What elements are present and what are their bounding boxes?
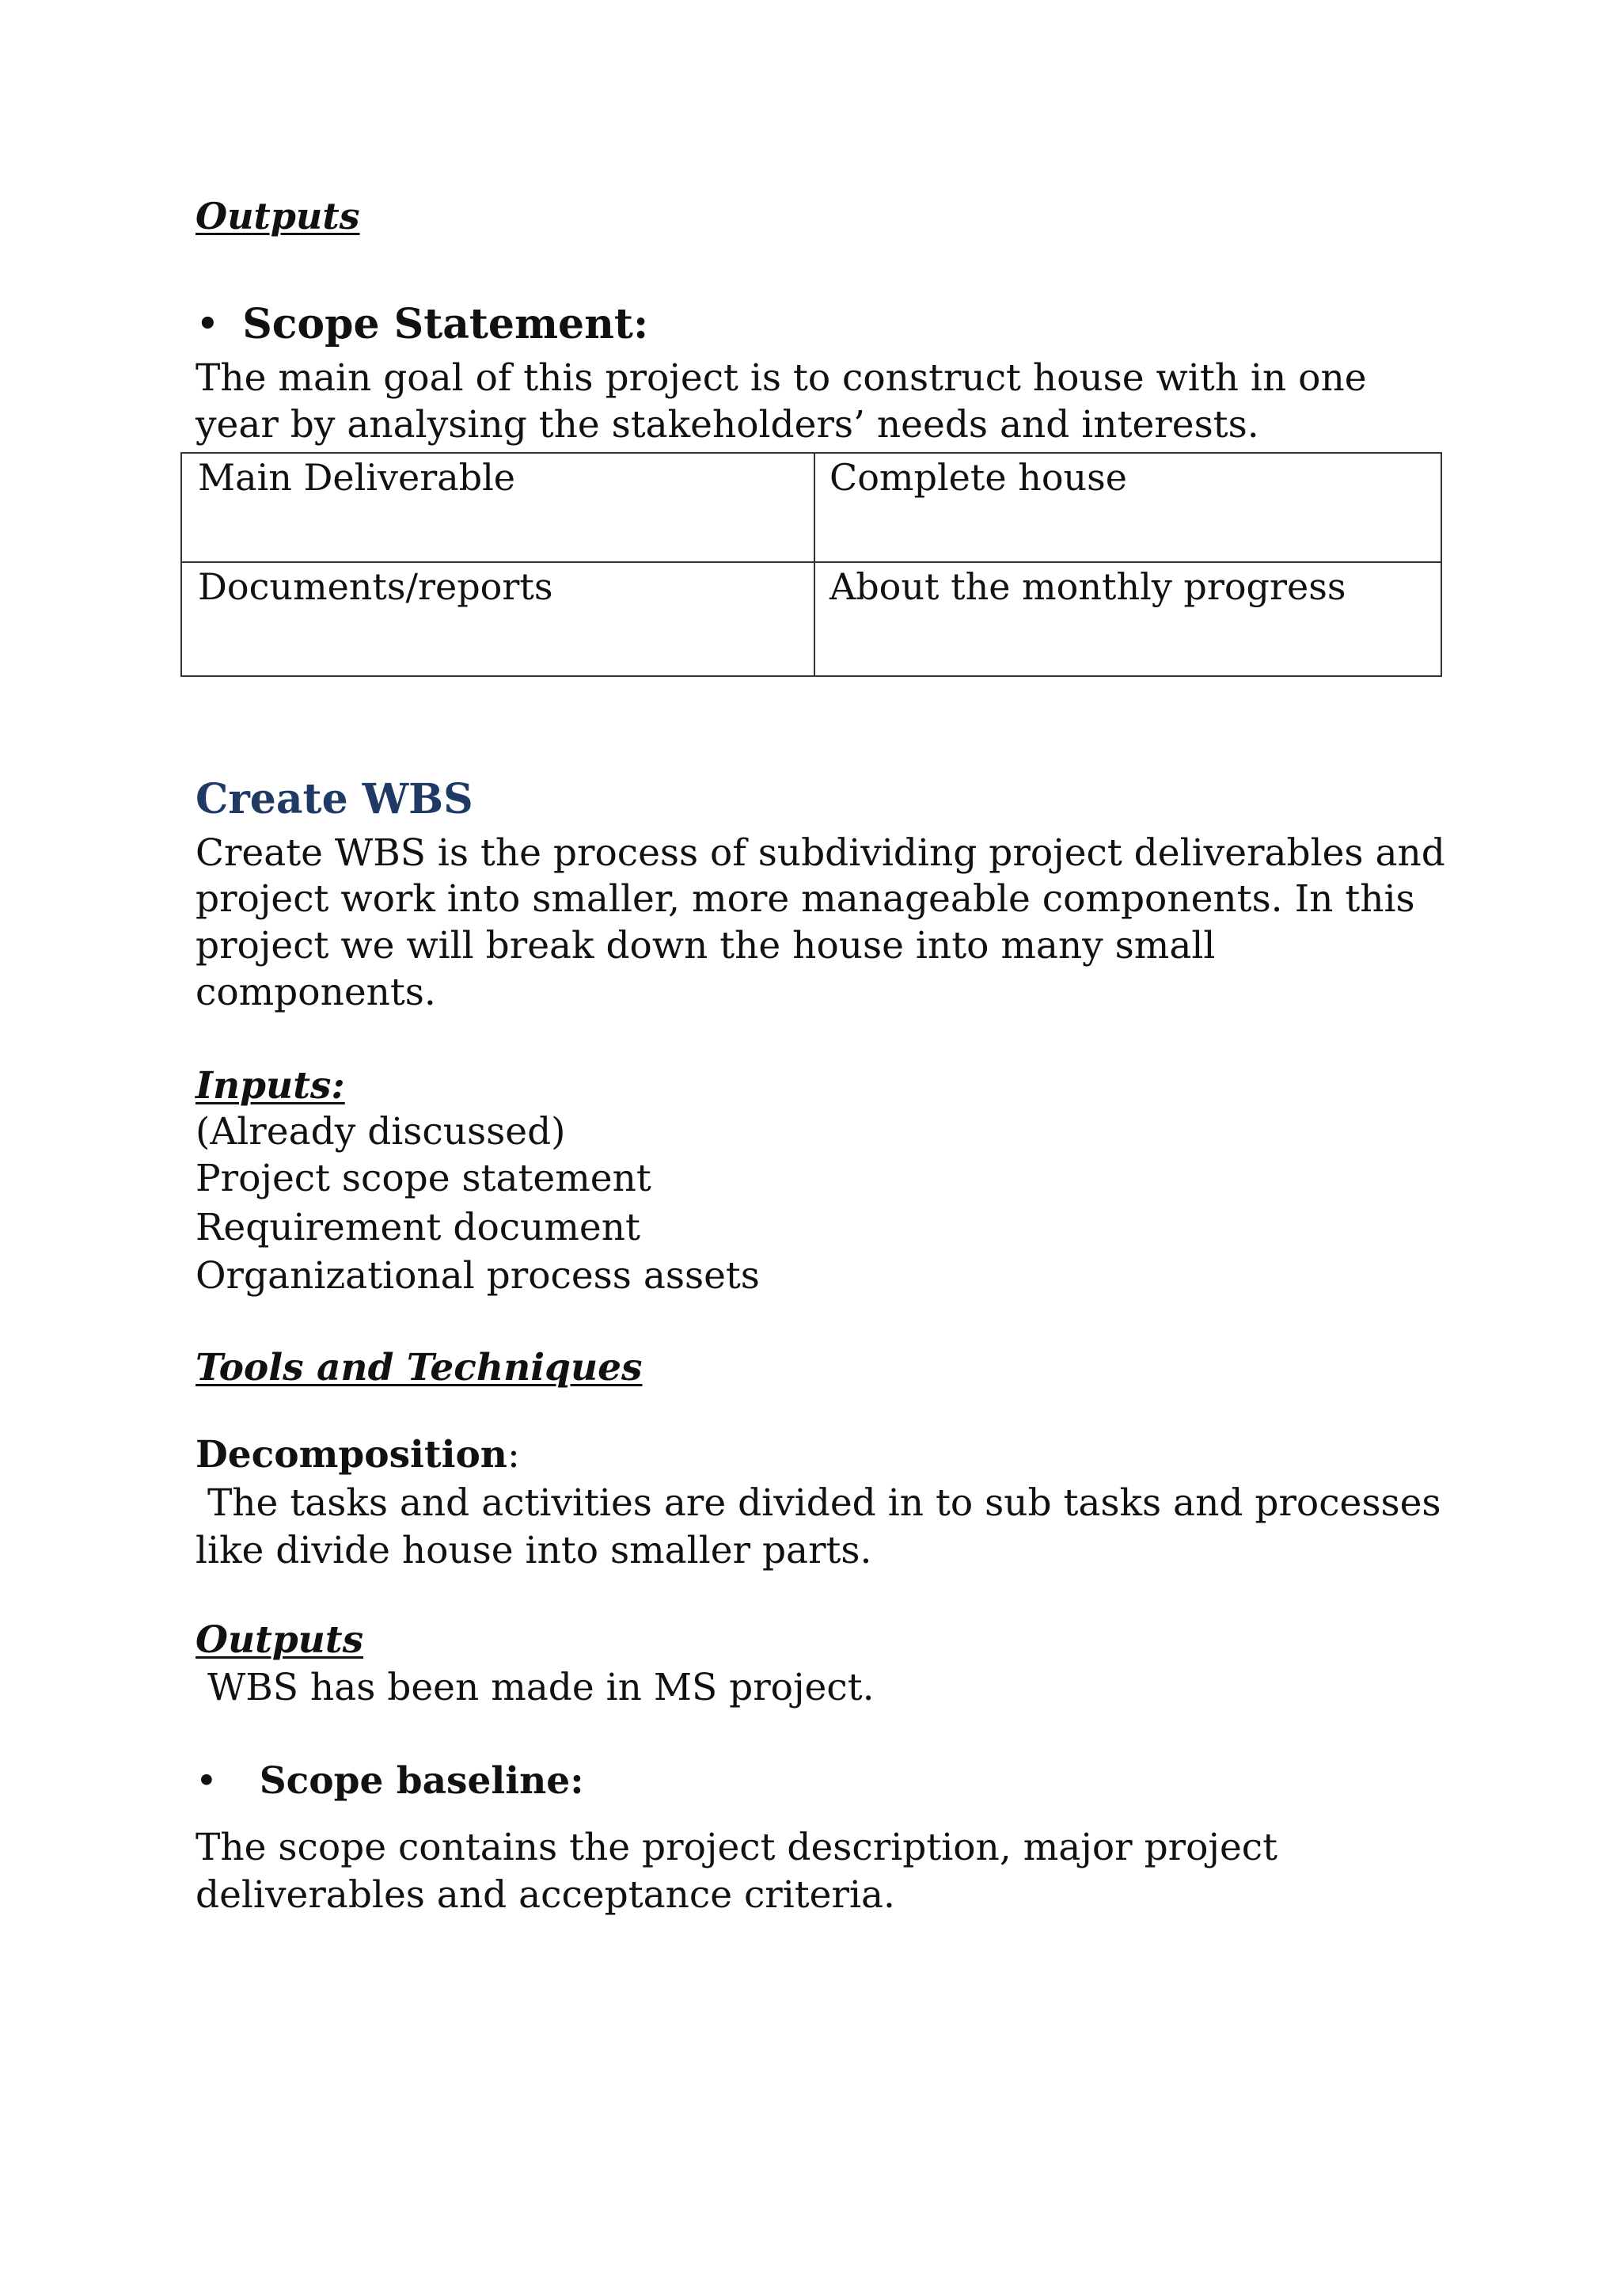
scope-statement-line-1: The main goal of this project is to construct house with in one [196, 356, 1367, 400]
inputs-item: Requirement document [196, 1206, 640, 1249]
table-row [181, 453, 1441, 562]
scope-baseline-line-2: deliverables and acceptance criteria. [196, 1873, 895, 1917]
inputs-heading: Inputs: [196, 1064, 345, 1108]
scope-statement-heading [196, 299, 648, 350]
scope-baseline-heading [196, 1758, 584, 1804]
table-cell-label: Main Deliverable [181, 453, 814, 562]
scope-statement-title: Scope Statement: [242, 300, 649, 348]
decomposition-line-2: like divide house into smaller parts. [196, 1529, 872, 1572]
scope-baseline-line-1: The scope contains the project description, major project [196, 1826, 1278, 1869]
decomposition-heading [196, 1431, 520, 1478]
outputs-line: WBS has been made in MS project. [196, 1666, 875, 1709]
outputs-heading: Outputs [196, 195, 360, 238]
table-cell-label: Documents/reports [181, 562, 814, 676]
scope-statement-line-2: year by analysing the stakeholders’ needs and interests. [196, 403, 1259, 447]
bullet: • [196, 1759, 218, 1803]
table-row [181, 562, 1441, 676]
scope-baseline-title: Scope baseline: [259, 1759, 584, 1803]
deliverables-table [180, 452, 1442, 677]
outputs-heading-2: Outputs [196, 1618, 364, 1662]
create-wbs-heading: Create WBS [196, 775, 473, 823]
decomposition-label: Decomposition [196, 1433, 507, 1477]
create-wbs-line-2: project work into smaller, more manageable components. In this [196, 877, 1415, 921]
decomposition-line-1: The tasks and activities are divided in to sub tasks and processes [196, 1481, 1441, 1525]
create-wbs-line-4: components. [196, 971, 436, 1014]
inputs-item: Organizational process assets [196, 1254, 760, 1298]
create-wbs-line-1: Create WBS is the process of subdividing project deliverables and [196, 831, 1445, 875]
inputs-item: (Already discussed) [196, 1110, 566, 1154]
bullet: • [196, 301, 220, 348]
create-wbs-line-3: project we will break down the house into many small [196, 924, 1216, 967]
inputs-item: Project scope statement [196, 1157, 651, 1200]
tools-heading: Tools and Techniques [196, 1346, 643, 1389]
table-cell-value: About the monthly progress [814, 562, 1441, 676]
table-cell-value: Complete house [814, 453, 1441, 562]
decomposition-colon: : [507, 1433, 520, 1477]
